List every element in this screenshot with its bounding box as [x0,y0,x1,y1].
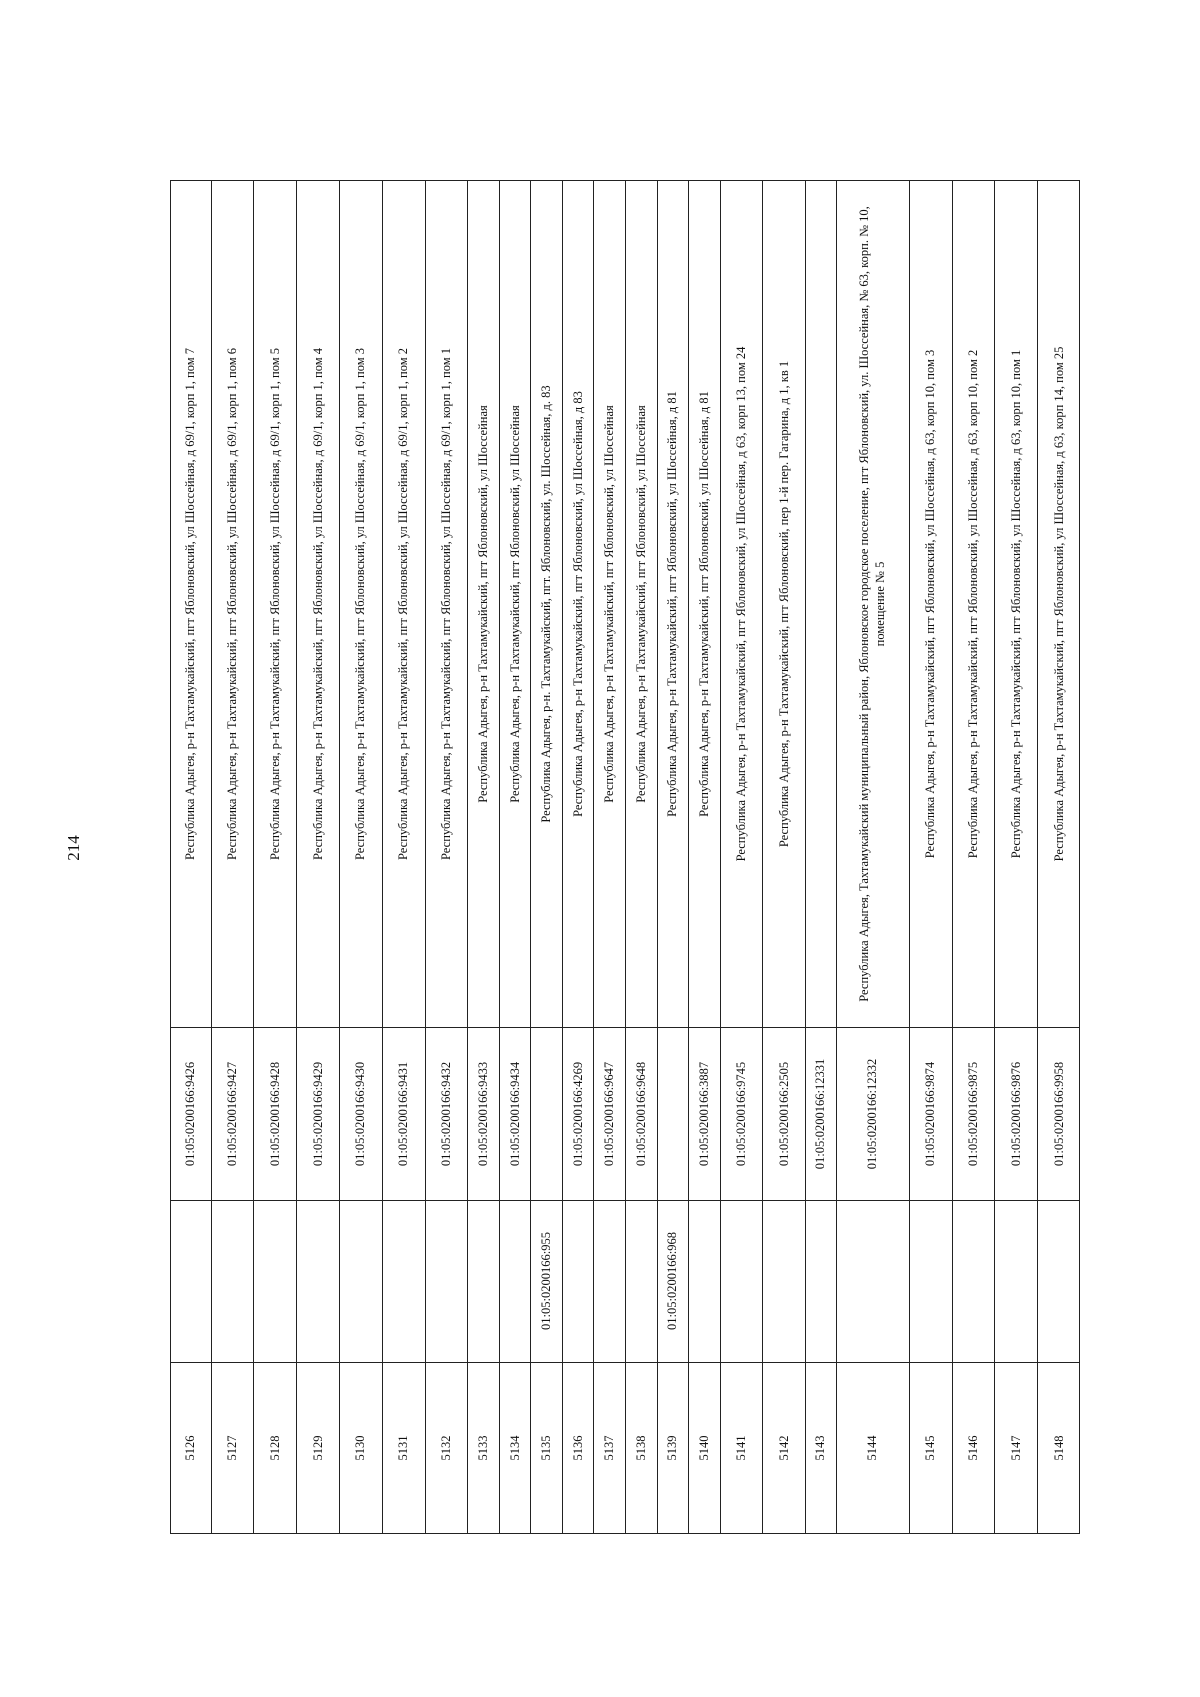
table-cell-no [836,1362,909,1534]
table-cell-text: 01:05:0200166:9874 [923,1061,938,1166]
table-cell-text: 5134 [507,1435,522,1461]
table-cell-cad-parent [625,1200,657,1362]
table-cell-no [593,1362,625,1534]
table-cell-no [499,1362,531,1534]
table-cell-text: Республика Адыгея, р-н Тахтамукайский, пгт Яблоновский, ул Шоссейная, д 69/1, корп 1, пом 1 [438,347,453,860]
table-cell-cad-parent [562,1200,594,1362]
table-cell-address [425,180,468,1027]
table-cell-address [688,180,720,1027]
table-cell-text: 01:05:0200166:9430 [353,1061,368,1166]
table-cell-text: 5138 [633,1435,648,1461]
table-cell-cad-parent [1037,1200,1080,1362]
table-cell-text: 5144 [865,1435,880,1461]
table-cell-text: 01:05:0200166:9431 [396,1061,411,1166]
table-cell-cad-parent [425,1200,468,1362]
table-cell-cad [657,1027,689,1200]
table-cell-cad-parent [952,1200,995,1362]
table-cell-no [467,1362,499,1534]
table-cell-no [339,1362,382,1534]
table-cell-address [593,180,625,1027]
table-cell-text: 01:05:0200166:9432 [438,1061,453,1166]
table-cell-cad [562,1027,594,1200]
table-cell-text: 01:05:0200166:9958 [1051,1061,1066,1166]
table-cell-cad [593,1027,625,1200]
table-cell-text: Республика Адыгея, р-н Тахтамукайский, пгт Яблоновский, ул Шоссейная [633,404,648,803]
table-cell-cad-parent [909,1200,952,1362]
table-cell-cad-parent [339,1200,382,1362]
table-cell-cad-parent [688,1200,720,1362]
table-cell-cad [688,1027,720,1200]
table-cell-text: 5145 [923,1435,938,1461]
table-cell-no [382,1362,425,1534]
table-cell-no [952,1362,995,1534]
table-cell-address [296,180,339,1027]
table-cell-no [211,1362,254,1534]
table-cell-cad-parent [805,1200,835,1362]
table-cell-text: 5143 [813,1435,828,1461]
table-cell-no [994,1362,1037,1534]
table-cell-text: Республика Адыгея, р-н. Тахтамукайский, пгт. Яблоновский, ул. Шоссейная, д. 83 [539,384,554,823]
table-cell-text: Республика Адыгея, р-н Тахтамукайский, пгт Яблоновский, ул Шоссейная, д 69/1, корп 1, пом 7 [183,347,198,860]
table-cell-cad-parent [170,1200,211,1362]
table-cell-cad [530,1027,562,1200]
table-cell-text: 01:05:0200166:9428 [267,1061,282,1166]
table-cell-address [720,180,763,1027]
table-cell-no [625,1362,657,1534]
table-cell-text: Республика Адыгея, Тахтамукайский муниципальный район, Яблоновское городское поселение, пгт Яблоновский, ул. Шоссейная, № 63, корп. № 10, помещение № 5 [857,205,888,1002]
table-cell-text: Республика Адыгея, р-н Тахтамукайский, пгт Яблоновский, ул Шоссейная, д 63, корп 13, пом 24 [733,346,748,861]
table-cell-text: 5147 [1008,1435,1023,1461]
table-cell-cad-parent [296,1200,339,1362]
table-cell-no [657,1362,689,1534]
page-number: 214 [64,835,83,861]
table-cell-address [952,180,995,1027]
table-cell-text: 5132 [438,1435,453,1461]
table-cell-text: 01:05:0200166:9433 [476,1061,491,1166]
table-cell-text: 5126 [183,1435,198,1461]
table-cell-cad-parent [657,1200,689,1362]
table-cell-text: Республика Адыгея, р-н Тахтамукайский, пгт Яблоновский, ул Шоссейная [602,404,617,803]
table-cell-cad [211,1027,254,1200]
table-cell-no [253,1362,296,1534]
table-cell-address [382,180,425,1027]
table-cell-text: 01:05:0200166:2505 [776,1061,791,1166]
table-cell-cad-parent [211,1200,254,1362]
table-cell-no [762,1362,805,1534]
table-cell-text: 01:05:0200166:9426 [183,1061,198,1166]
table-cell-address [625,180,657,1027]
table-cell-no [425,1362,468,1534]
table-cell-address [467,180,499,1027]
table-cell-text: Республика Адыгея, р-н Тахтамукайский, пгт Яблоновский, ул Шоссейная, д 69/1, корп 1, пом 6 [224,347,239,860]
registry-table [170,180,1080,1534]
table-cell-cad [425,1027,468,1200]
table-cell-cad-parent [720,1200,763,1362]
table-cell-text: Республика Адыгея, р-н Тахтамукайский, пгт Яблоновский, ул Шоссейная, д 81 [665,390,680,817]
table-cell-no [1037,1362,1080,1534]
table-cell-text: 01:05:0200166:968 [665,1232,680,1330]
table-cell-address [1037,180,1080,1027]
table-cell-cad-parent [593,1200,625,1362]
table-cell-text: Республика Адыгея, р-н Тахтамукайский, пгт Яблоновский, ул Шоссейная, д 63, корп 10, пом 2 [965,349,980,858]
table-cell-cad [836,1027,909,1200]
table-cell-cad [762,1027,805,1200]
table-cell-text: Республика Адыгея, р-н Тахтамукайский, пгт Яблоновский, ул Шоссейная [507,404,522,803]
table-cell-no [296,1362,339,1534]
table-cell-text: 01:05:0200166:9427 [224,1061,239,1166]
table-cell-cad-parent [530,1200,562,1362]
table-cell-address [657,180,689,1027]
table-cell-text: 01:05:0200166:4269 [570,1061,585,1166]
table-cell-text: 5135 [539,1435,554,1461]
table-cell-text: Республика Адыгея, р-н Тахтамукайский, пгт Яблоновский, ул Шоссейная, д 83 [570,390,585,817]
table-cell-cad [253,1027,296,1200]
table-cell-text: Республика Адыгея, р-н Тахтамукайский, пгт Яблоновский, ул Шоссейная, д 69/1, корп 1, пом 4 [310,347,325,860]
table-cell-text: 01:05:0200166:9875 [965,1061,980,1166]
table-cell-cad [625,1027,657,1200]
table-cell-address [530,180,562,1027]
table-cell-text: 01:05:0200166:9429 [310,1061,325,1166]
table-cell-cad-parent [836,1200,909,1362]
table-cell-cad [499,1027,531,1200]
table-cell-address [562,180,594,1027]
table-cell-text: 01:05:0200166:3887 [696,1061,711,1166]
table-cell-text: 5140 [696,1435,711,1461]
table-cell-cad [339,1027,382,1200]
table-cell-address [211,180,254,1027]
table-cell-text: 5133 [476,1435,491,1461]
table-cell-address [762,180,805,1027]
table-cell-address [499,180,531,1027]
table-cell-text: Республика Адыгея, р-н Тахтамукайский, пгт Яблоновский, ул Шоссейная, д 81 [696,390,711,817]
table-cell-text: 5128 [267,1435,282,1461]
table-cell-no [170,1362,211,1534]
table-cell-text: 01:05:0200166:9648 [633,1061,648,1166]
table-cell-cad-parent [762,1200,805,1362]
table-cell-address [994,180,1037,1027]
table-cell-text: 01:05:0200166:9876 [1008,1061,1023,1166]
table-cell-cad-parent [994,1200,1037,1362]
table-cell-cad [720,1027,763,1200]
table-cell-cad [805,1027,835,1200]
table-cell-text: 01:05:0200166:12332 [865,1058,880,1169]
table-cell-cad [382,1027,425,1200]
table-cell-cad [909,1027,952,1200]
table-cell-cad-parent [499,1200,531,1362]
table-cell-address [909,180,952,1027]
table-cell-text: 01:05:0200166:12331 [813,1058,828,1169]
table-cell-no [720,1362,763,1534]
table-cell-text: 5137 [602,1435,617,1461]
table-cell-text: 5146 [965,1435,980,1461]
table-cell-text: Республика Адыгея, р-н Тахтамукайский, пгт Яблоновский, ул Шоссейная [476,404,491,803]
table-cell-text: 5148 [1051,1435,1066,1461]
table-cell-text: Республика Адыгея, р-н Тахтамукайский, пгт Яблоновский, ул Шоссейная, д 69/1, корп 1, пом 5 [267,347,282,860]
table-cell-text: 5139 [665,1435,680,1461]
table-cell-text: 5129 [310,1435,325,1461]
table-cell-text: 01:05:0200166:9434 [507,1061,522,1166]
table-cell-no [688,1362,720,1534]
table-cell-text: 5131 [396,1435,411,1461]
table-cell-text: 5127 [224,1435,239,1461]
table-cell-cad [170,1027,211,1200]
table-cell-text: 5141 [733,1435,748,1461]
table-cell-no [805,1362,835,1534]
table-cell-text: Республика Адыгея, р-н Тахтамукайский, пгт Яблоновский, ул Шоссейная, д 69/1, корп 1, пом 2 [396,347,411,860]
table-cell-text: 01:05:0200166:9647 [602,1061,617,1166]
table-cell-address [339,180,382,1027]
table-cell-address [170,180,211,1027]
table-cell-cad [296,1027,339,1200]
table-cell-text: 5136 [570,1435,585,1461]
table-cell-cad-parent [382,1200,425,1362]
table-cell-text: 01:05:0200166:9745 [733,1061,748,1166]
table-cell-cad [1037,1027,1080,1200]
table-cell-text: 5130 [353,1435,368,1461]
table-cell-text: Республика Адыгея, р-н Тахтамукайский, пгт Яблоновский, ул Шоссейная, д 69/1, корп 1, пом 3 [353,347,368,860]
table-cell-cad [952,1027,995,1200]
table-cell-text: Республика Адыгея, р-н Тахтамукайский, пгт Яблоновский, ул Шоссейная, д 63, корп 10, пом 3 [923,349,938,858]
table-cell-no [562,1362,594,1534]
table-cell-cad-parent [253,1200,296,1362]
table-cell-cad [467,1027,499,1200]
table-cell-cad-parent [467,1200,499,1362]
table-cell-text: Республика Адыгея, р-н Тахтамукайский, пгт Яблоновский, ул Шоссейная, д 63, корп 14, пом 25 [1051,346,1066,861]
table-cell-text: Республика Адыгея, р-н Тахтамукайский, пгт Яблоновский, пер 1-й пер. Гагарина, д 1, кв 1 [776,360,791,847]
table-cell-text: 5142 [776,1435,791,1461]
table-cell-address [805,180,835,1027]
table-cell-no [530,1362,562,1534]
table-cell-no [909,1362,952,1534]
table-cell-cad [994,1027,1037,1200]
table-cell-text: Республика Адыгея, р-н Тахтамукайский, пгт Яблоновский, ул Шоссейная, д 63, корп 10, пом 1 [1008,349,1023,858]
table-cell-address [253,180,296,1027]
table-cell-address [836,180,909,1027]
table-cell-text: 01:05:0200166:955 [539,1232,554,1330]
